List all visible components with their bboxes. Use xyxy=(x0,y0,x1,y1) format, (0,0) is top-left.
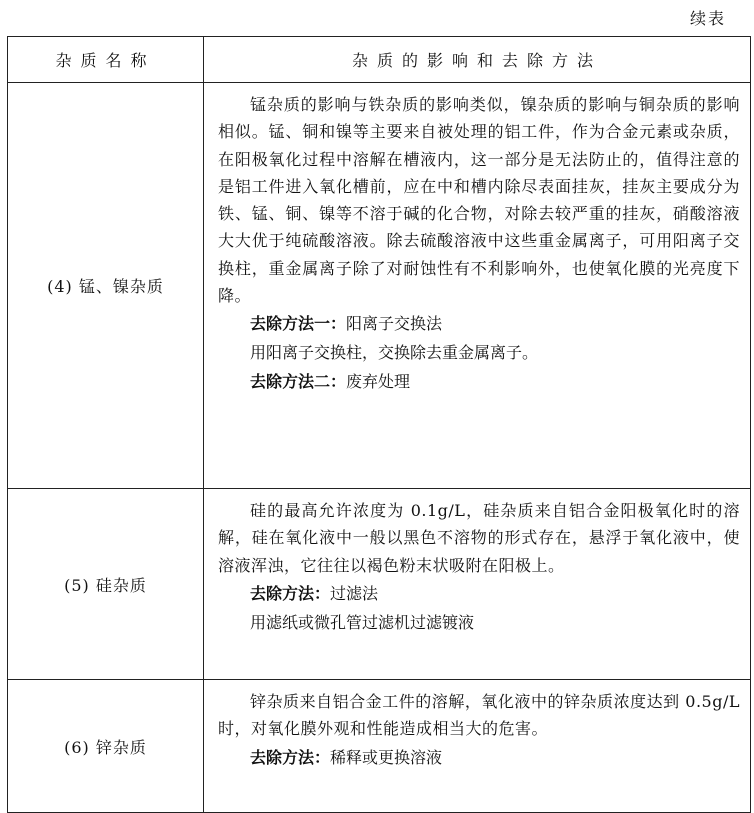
removal-method-value: 废弃处理 xyxy=(346,372,411,392)
impact-description: 硅的最高允许浓度为 0.1g/L，硅杂质来自铝合金阳极氧化时的溶解，硅在氧化液中一般以黑色不溶物的形式存在，悬浮于氧化液中，使溶液浑浊，它往往以褐色粉末状吸附在阳极上。 xyxy=(218,501,740,575)
impact-cell xyxy=(204,83,751,489)
table-row-manganese-nickel xyxy=(8,83,751,489)
removal-method-line xyxy=(250,743,740,772)
table-header-row xyxy=(8,37,751,83)
continued-table-label: 续表 xyxy=(689,9,726,28)
impurity-name-cell: (6) 锌杂质 xyxy=(8,680,204,813)
impact-description: 锰杂质的影响与铁杂质的影响类似，镍杂质的影响与铜杂质的影响相似。锰、铜和镍等主要来自被处理的铝工件，作为合金元素或杂质，在阳极氧化过程中溶解在槽液内，这一部分是无法防止的，值得注意的是铝工件进入氧化槽前，应在中和槽内除尽表面挂灰，挂灰主要成分为铁、锰、铜、镍等不溶于碱的化合物，对除去较严重的挂灰，硝酸溶液大大优于纯硫酸溶液。除去硫酸溶液中这些重金属离子，可用阳离子交换柱，重金属离子除了对耐蚀性有不利影响外，也使氧化膜的光亮度下降。 xyxy=(218,95,740,306)
impurity-name-cell: (5) 硅杂质 xyxy=(8,489,204,680)
impact-description: 锌杂质来自铝合金工件的溶解，氧化液中的锌杂质浓度达到 0.5g/L 时，对氧化膜外观和性能造成相当大的危害。 xyxy=(218,692,740,739)
header-impact-and-removal: 杂质的影响和去除方法 xyxy=(204,37,751,83)
impurity-table xyxy=(7,36,751,813)
removal-method-value: 阳离子交换法 xyxy=(346,314,443,334)
table-row-silicon xyxy=(8,489,751,680)
removal-method-line xyxy=(250,367,740,396)
impact-cell xyxy=(204,489,751,680)
removal-method-line xyxy=(250,579,740,608)
header-impurity-name: 杂质名称 xyxy=(8,37,204,83)
impurity-name-cell: (4) 锰、镍杂质 xyxy=(8,83,204,489)
table-row-zinc xyxy=(8,680,751,813)
removal-method-label: 去除方法一： xyxy=(250,314,347,334)
removal-method-label: 去除方法二： xyxy=(250,372,347,392)
removal-method-value: 过滤法 xyxy=(330,583,379,603)
removal-method-label: 去除方法： xyxy=(250,747,331,767)
removal-method-value: 稀释或更换溶液 xyxy=(330,747,443,767)
removal-method-detail: 用滤纸或微孔管过滤机过滤镀液 xyxy=(250,612,475,632)
removal-method-line xyxy=(250,309,740,338)
impact-cell xyxy=(204,680,751,813)
removal-method-label: 去除方法： xyxy=(250,583,331,603)
removal-method-detail: 用阳离子交换柱，交换除去重金属离子。 xyxy=(250,343,539,363)
